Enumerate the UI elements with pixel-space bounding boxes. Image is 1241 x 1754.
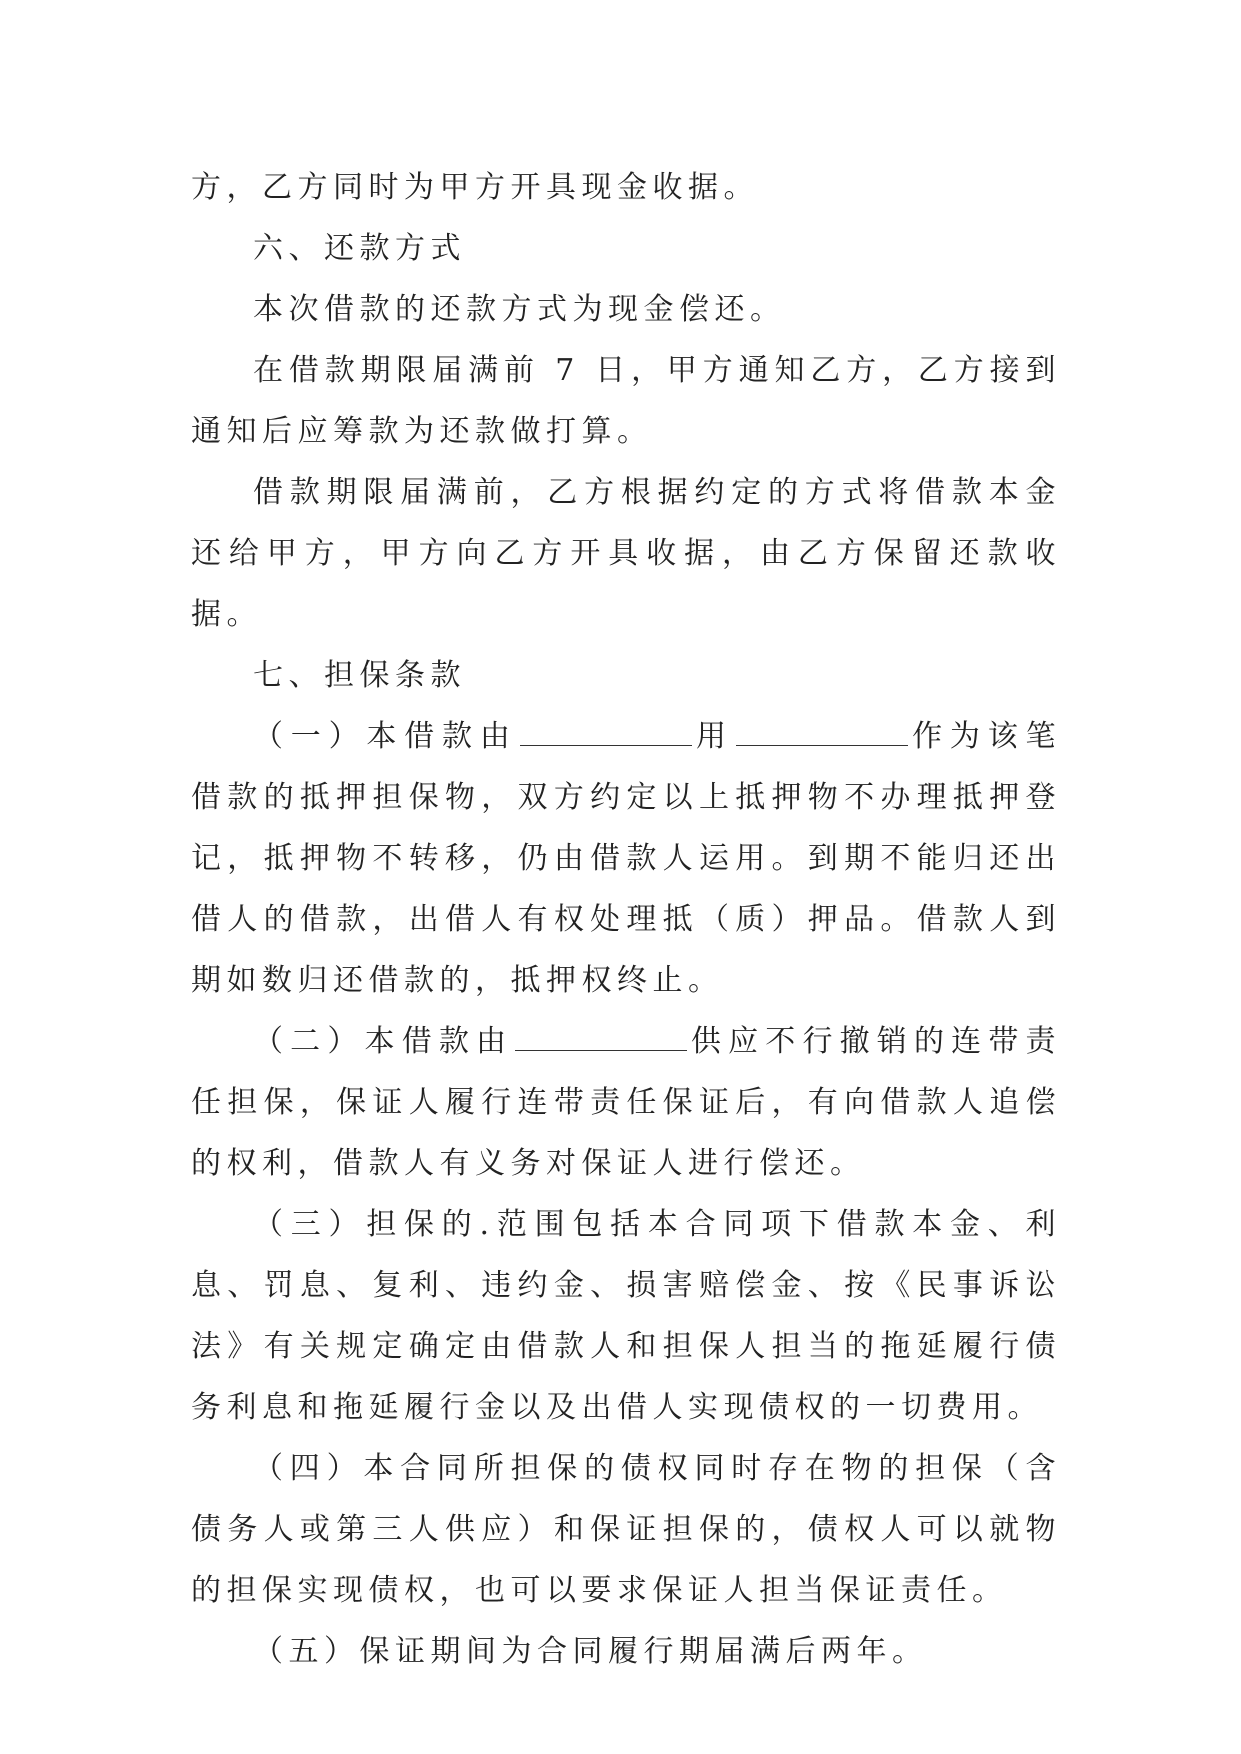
paragraph-text: 在借款期限届满前 7 日，甲方通知乙方，乙方接到通知后应筹款为还款做打算。 [191,353,1061,449]
paragraph-repayment-principal [191,462,1061,645]
document-body [191,157,1061,1682]
heading-text: 七、担保条款 [253,658,466,693]
paragraph-text: （一）本借款由 [253,719,518,754]
paragraph-text: 本次借款的还款方式为现金偿还。 [253,292,786,327]
paragraph-guarantee-mortgage [191,706,1061,1011]
paragraph-guarantee-concurrent [191,1438,1061,1621]
fill-in-blank[interactable] [515,1049,687,1051]
paragraph-text: 借款期限届满前，乙方根据约定的方式将借款本金还给甲方，甲方向乙方开具收据，由乙方保留还款收据。 [191,475,1061,632]
paragraph-text: 供应不行撤销的连带责任担保，保证人履行连带责任保证后，有向借款人追偿的权利，借款人有义务对保证人进行偿还。 [191,1024,1062,1181]
paragraph-repayment-notice [191,340,1061,462]
paragraph-guarantee-period [191,1621,1061,1682]
paragraph-text: 用 [693,719,734,754]
fill-in-blank[interactable] [520,744,692,746]
section-heading-guarantee [191,645,1061,706]
paragraph-text: 方，乙方同时为甲方开具现金收据。 [191,170,759,205]
paragraph-text: （二）本借款由 [253,1024,514,1059]
heading-text: 六、还款方式 [253,231,466,266]
paragraph-text: （五）保证期间为合同履行期届满后两年。 [253,1634,928,1669]
paragraph-guarantee-scope [191,1194,1061,1438]
paragraph-receipt [191,157,1061,218]
paragraph-text: 作为该笔借款的抵押担保物，双方约定以上抵押物不办理抵押登记，抵押物不转移，仍由借款人运用。到期不能归还出借人的借款，出借人有权处理抵（质）押品。借款人到期如数归还借款的，抵押权终止。 [191,719,1062,998]
paragraph-guarantee-joint-liability [191,1011,1061,1194]
paragraph-text: （四）本合同所担保的债权同时存在物的担保（含债务人或第三人供应）和保证担保的，债权人可以就物的担保实现债权，也可以要求保证人担当保证责任。 [191,1451,1061,1608]
paragraph-repayment-method [191,279,1061,340]
section-heading-repayment [191,218,1061,279]
paragraph-text: （三）担保的.范围包括本合同项下借款本金、利息、罚息、复利、违约金、损害赔偿金、按《民事诉讼法》有关规定确定由借款人和担保人担当的拖延履行债务利息和拖延履行金以及出借人实现债权的一切费用。 [191,1207,1061,1425]
fill-in-blank[interactable] [736,744,908,746]
